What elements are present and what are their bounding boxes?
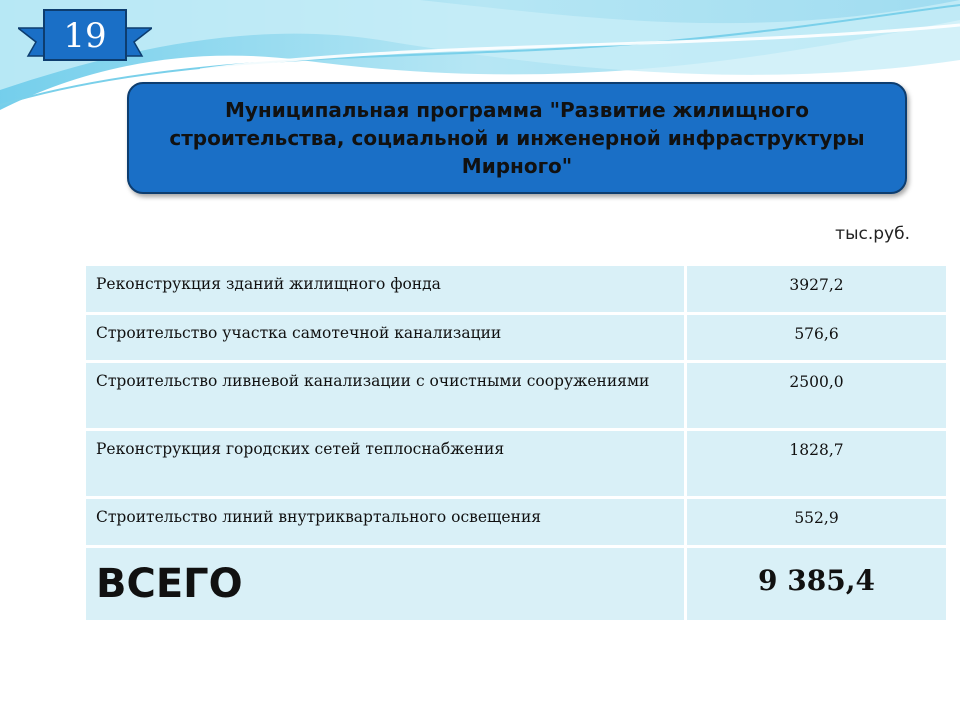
row-value: 2500,0 — [687, 363, 946, 431]
total-label: ВСЕГО — [86, 548, 687, 623]
row-name: Строительство участка самотечной канализации — [86, 315, 687, 363]
table-row — [86, 363, 946, 431]
row-value: 576,6 — [687, 315, 946, 363]
page-title: Муниципальная программа "Развитие жилищного строительства, социальной и инженерной инфраструктуры Мирного" — [169, 98, 865, 178]
row-value: 3927,2 — [687, 266, 946, 315]
table-row — [86, 266, 946, 315]
table-row — [86, 499, 946, 548]
units-label: тыс.руб. — [835, 224, 910, 244]
table-row — [86, 315, 946, 363]
budget-table — [86, 266, 946, 623]
title-box — [127, 82, 907, 194]
row-value: 552,9 — [687, 499, 946, 548]
total-row — [86, 548, 946, 623]
row-name: Строительство ливневой канализации с очистными сооружениями — [86, 363, 687, 431]
row-name: Строительство линий внутриквартального освещения — [86, 499, 687, 548]
row-name: Реконструкция городских сетей теплоснабжения — [86, 431, 687, 499]
row-name: Реконструкция зданий жилищного фонда — [86, 266, 687, 315]
row-value: 1828,7 — [687, 431, 946, 499]
slide-number: 19 — [63, 16, 107, 56]
total-value: 9 385,4 — [687, 548, 946, 623]
table-row — [86, 431, 946, 499]
